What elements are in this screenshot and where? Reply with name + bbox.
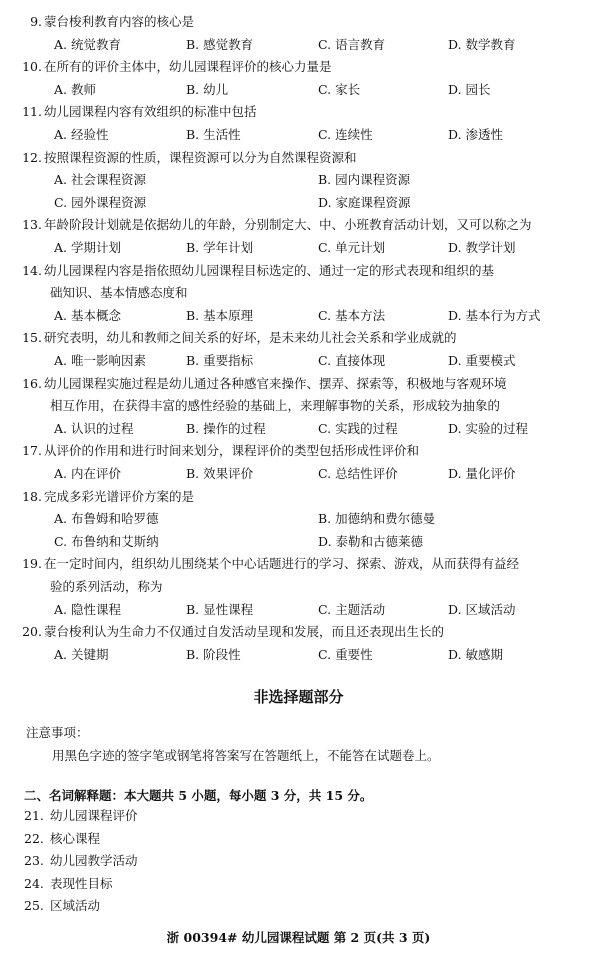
- term-text: 幼儿园课程评价: [50, 808, 138, 823]
- answer-option: D. 教学计划: [448, 240, 516, 255]
- question-text: 幼儿园课程内容是指依照幼儿园课程目标选定的、通过一定的形式表现和组织的基: [44, 262, 495, 278]
- question-number: 14.: [22, 262, 42, 278]
- answer-option: B. 幼儿: [186, 81, 229, 97]
- answer-option: C. 基本方法: [318, 307, 386, 323]
- answer-option: A. 唯一影响因素: [54, 353, 146, 368]
- answer-option: A. 经验性: [54, 127, 109, 142]
- question-stem-continuation: [50, 285, 188, 301]
- answer-option: D. 量化评价: [448, 466, 516, 481]
- question-number: 15.: [22, 330, 42, 346]
- answer-option: B. 重要指标: [186, 353, 254, 368]
- answer-option: C. 实践的过程: [318, 420, 398, 436]
- question-number: 9.: [30, 14, 42, 29]
- page-footer: 浙 00394# 幼儿园课程试题 第 2 页(共 3 页): [166, 930, 431, 945]
- answer-option: A. 隐性课程: [54, 601, 121, 617]
- answer-option: B. 生活性: [186, 127, 241, 142]
- question-number: 20.: [22, 624, 42, 640]
- term-number: 23.: [24, 853, 44, 869]
- question-stem: [0, 217, 532, 233]
- answer-option: B. 学年计划: [186, 240, 254, 255]
- term-item: [24, 808, 138, 824]
- answer-option: B. 基本原理: [186, 307, 254, 323]
- question-number: 11.: [22, 104, 42, 120]
- question-text: 幼儿园课程内容有效组织的标准中包括: [44, 104, 257, 120]
- section-title: 非选择题部分: [253, 688, 344, 706]
- term-text: 核心课程: [50, 830, 101, 846]
- question-text: 相互作用，在获得丰富的感性经验的基础上，来理解事物的关系，形成较为抽象的: [50, 398, 501, 414]
- answer-option: B. 园内课程资源: [318, 172, 411, 188]
- question-number: 16.: [22, 375, 42, 391]
- question-stem: [0, 443, 419, 459]
- question-stem: [0, 150, 357, 166]
- question-stem: [0, 556, 519, 572]
- answer-option: A. 学期计划: [54, 240, 121, 255]
- question-stem: [0, 376, 507, 392]
- question-number: 18.: [22, 488, 42, 504]
- answer-option: D. 家庭课程资源: [318, 194, 411, 210]
- answer-option: C. 园外课程资源: [54, 194, 147, 210]
- question-text: 蒙台梭利教育内容的核心是: [44, 14, 195, 29]
- answer-option: D. 区域活动: [448, 601, 516, 617]
- answer-option: B. 加德纳和费尔德曼: [318, 511, 436, 527]
- question-text: 验的系列活动，称为: [50, 579, 163, 594]
- answer-option: C. 重要性: [318, 646, 373, 662]
- answer-option: D. 基本行为方式: [448, 307, 541, 323]
- question-stem-continuation: [50, 579, 163, 595]
- question-text: 幼儿园课程实施过程是幼儿通过各种感官来操作、摆弄、探索等，积极地与客观环境: [44, 375, 507, 391]
- answer-option: A. 内在评价: [54, 466, 121, 481]
- answer-option: A. 基本概念: [54, 307, 121, 323]
- answer-option: C. 直接体现: [318, 353, 386, 368]
- question-number: 10.: [22, 59, 42, 75]
- answer-option: C. 单元计划: [318, 240, 386, 255]
- answer-option: C. 总结性评价: [318, 466, 398, 481]
- question-stem: [0, 14, 194, 30]
- term-number: 25.: [24, 898, 44, 914]
- question-stem: [0, 263, 494, 279]
- part2-heading: 二、名词解释题：本大题共 5 小题，每小题 3 分，共 15 分。: [24, 788, 373, 803]
- question-text: 蒙台梭利认为生命力不仅通过自发活动呈现和发展，而且还表现出生长的: [44, 624, 445, 640]
- answer-option: A. 关键期: [54, 646, 109, 662]
- answer-option: A. 教师: [54, 81, 96, 97]
- term-number: 24.: [24, 875, 44, 891]
- term-text: 表现性目标: [50, 875, 113, 891]
- question-stem: [0, 624, 444, 640]
- question-number: 19.: [22, 556, 42, 572]
- answer-option: D. 实验的过程: [448, 420, 529, 436]
- term-item: [24, 853, 138, 869]
- term-item: [24, 831, 100, 847]
- question-text: 从评价的作用和进行时间来划分，课程评价的类型包括形成性评价和: [44, 443, 420, 459]
- question-stem-continuation: [50, 398, 500, 414]
- question-text: 研究表明，幼儿和教师之间关系的好坏，是未来幼儿社会关系和学业成就的: [44, 330, 457, 346]
- answer-option: B. 操作的过程: [186, 420, 266, 436]
- answer-option: C. 布鲁纳和艾斯纳: [54, 533, 159, 549]
- question-stem: [0, 104, 257, 120]
- question-text: 在一定时间内，组织幼儿围绕某个中心话题进行的学习、探索、游戏，从而获得有益经: [44, 556, 520, 572]
- term-number: 22.: [24, 830, 44, 846]
- term-number: 21.: [24, 808, 44, 823]
- answer-option: C. 主题活动: [318, 601, 386, 617]
- answer-option: D. 泰勒和古德莱德: [318, 533, 424, 549]
- question-number: 17.: [22, 443, 42, 459]
- question-number: 12.: [22, 149, 42, 165]
- question-text: 按照课程资源的性质，课程资源可以分为自然课程资源和: [44, 149, 357, 165]
- answer-option: B. 阶段性: [186, 646, 241, 662]
- question-stem: [0, 59, 332, 75]
- answer-option: A. 社会课程资源: [54, 172, 146, 188]
- answer-option: D. 渗透性: [448, 127, 504, 142]
- answer-option: D. 敏感期: [448, 646, 504, 662]
- term-item: [24, 876, 113, 892]
- answer-option: B. 感觉教育: [186, 36, 254, 52]
- question-number: 13.: [22, 217, 42, 233]
- answer-option: C. 家长: [318, 81, 361, 97]
- term-text: 区域活动: [50, 898, 101, 914]
- notice-label: 注意事项：: [26, 725, 89, 740]
- answer-option: A. 认识的过程: [54, 420, 134, 436]
- term-text: 幼儿园教学活动: [50, 853, 138, 869]
- answer-option: C. 连续性: [318, 127, 373, 142]
- answer-option: B. 效果评价: [186, 466, 254, 481]
- answer-option: D. 园长: [448, 81, 491, 97]
- answer-option: C. 语言教育: [318, 36, 386, 52]
- question-text: 础知识、基本情感态度和: [50, 285, 188, 301]
- answer-option: A. 布鲁姆和哈罗德: [54, 511, 159, 527]
- question-text: 完成多彩光谱评价方案的是: [44, 488, 195, 504]
- question-stem: [0, 330, 457, 346]
- answer-option: A. 统觉教育: [54, 36, 121, 52]
- question-text: 在所有的评价主体中，幼儿园课程评价的核心力量是: [44, 59, 332, 75]
- term-item: [24, 898, 100, 914]
- question-stem: [0, 489, 194, 505]
- question-text: 年龄阶段计划就是依据幼儿的年龄，分别制定大、中、小班教育活动计划，又可以称之为: [44, 217, 532, 233]
- answer-option: B. 显性课程: [186, 601, 254, 617]
- notice-text: 用黑色字迹的签字笔或钢笔将答案写在答题纸上，不能答在试题卷上。: [52, 748, 440, 763]
- answer-option: D. 重要模式: [448, 353, 516, 368]
- answer-option: D. 数学教育: [448, 36, 516, 52]
